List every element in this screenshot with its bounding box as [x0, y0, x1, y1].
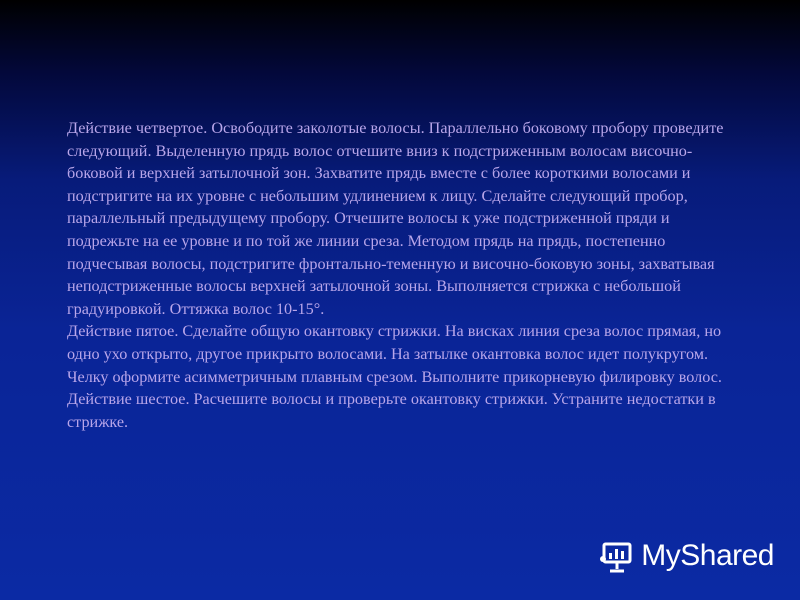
presentation-board-icon: [599, 538, 635, 574]
myshared-watermark: [599, 538, 774, 574]
paragraph-action-five: Действие пятое. Сделайте общую окантовку стрижки. На висках линия среза волос прямая, но одно ухо открыто, другое прикрыто волосами. На затылке окантовка волос идет полукругом. Челку оформите асимметричным плавным срезом. Выполните прикорневую филировку волос.: [67, 322, 722, 386]
paragraph-action-six: Действие шестое. Расчешите волосы и проверьте окантовку стрижки. Устраните недостатки в стрижке.: [67, 390, 716, 431]
watermark-text: MyShared: [641, 539, 774, 572]
paragraph-action-four: Действие четвертое. Освободите заколотые волосы. Параллельно боковому пробору проведите следующий. Выделенную прядь волос отчешите вниз к подстриженным волосам височно-боковой и верхней затылочной зон. Захватите прядь вместе с более короткими волосами и подстригите на их уровне с небольшим удлинением к лицу. Сделайте следующий пробор, параллельный предыдущему пробору. Отчешите волосы к уже подстриженной пряди и подрежьте на ее уровне и по той же линии среза. Методом прядь на прядь, постепенно подчесывая волосы, подстригите фронтально-теменную и височно-боковую зоны, захватывая неподстриженные волосы верхней затылочной зоны. Выполняется стрижка с небольшой градуировкой. Оттяжка волос 10-15°.: [67, 119, 724, 318]
slide-body-text: [67, 117, 745, 433]
